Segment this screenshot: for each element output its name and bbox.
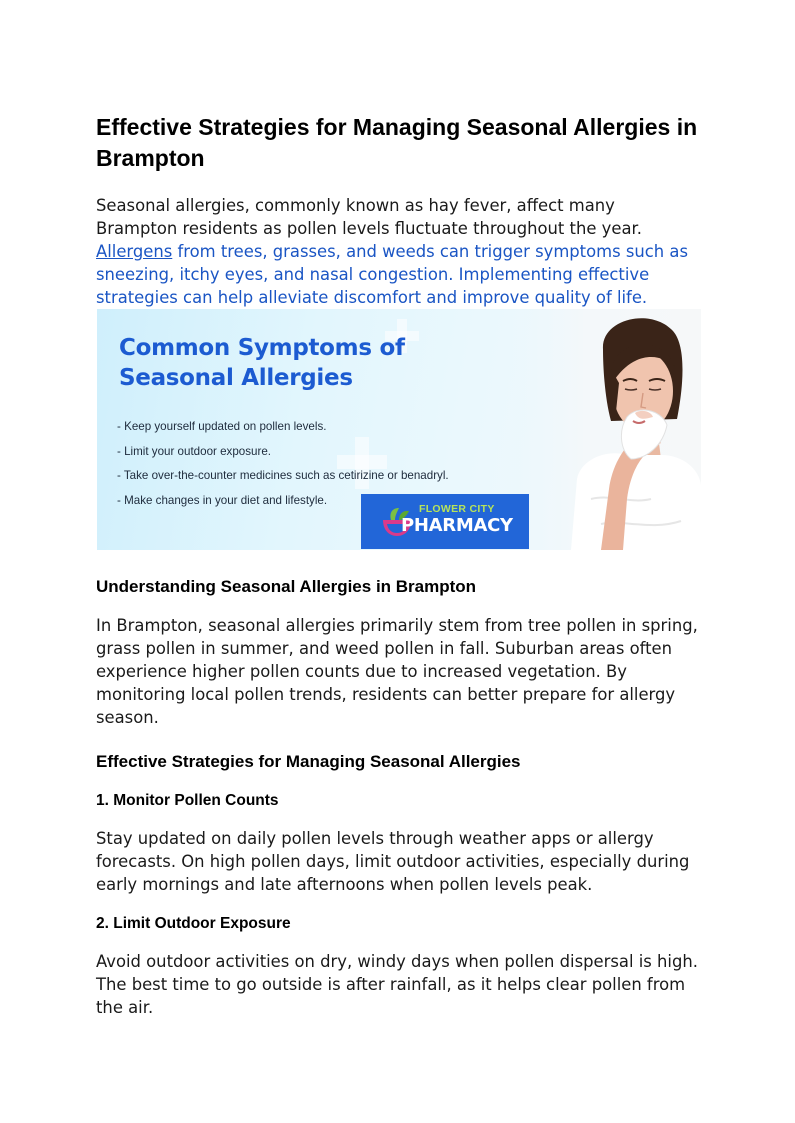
banner-tip: - Take over-the-counter medicines such as cetirizine or benadryl.: [117, 469, 449, 482]
banner-title-line1: Common Symptoms of: [119, 335, 405, 361]
strategy-1-paragraph: Stay updated on daily pollen levels through weather apps or allergy forecasts. On high pollen days, limit outdoor activities, especially during early mornings and late afternoons when pollen levels peak.: [96, 829, 690, 894]
banner-title: [119, 333, 405, 393]
logo-top-text: FLOWER CITY: [419, 503, 495, 515]
banner-tip: - Keep yourself updated on pollen levels.: [117, 420, 327, 433]
strategy-2-heading: 2. Limit Outdoor Exposure: [96, 915, 291, 932]
article-title: Effective Strategies for Managing Seasonal Allergies in Brampton: [96, 114, 698, 171]
intro-text: Seasonal allergies, commonly known as hay fever, affect many Brampton residents as pollen levels fluctuate throughout the year.: [96, 196, 642, 238]
woman-sneezing-illustration: [511, 309, 701, 550]
strategy-2-paragraph: Avoid outdoor activities on dry, windy days when pollen dispersal is high. The best time to go outside is after rainfall, as it helps clear pollen from the air.: [96, 952, 698, 1017]
allergy-symptoms-banner: [97, 309, 701, 550]
flower-city-pharmacy-logo: [361, 494, 529, 549]
document-page: [96, 112, 701, 1019]
section-heading-strategies: Effective Strategies for Managing Seasonal Allergies: [96, 752, 521, 771]
banner-tip: - Make changes in your diet and lifestyle.: [117, 493, 328, 507]
intro-text-continued: from trees, grasses, and weeds can trigger symptoms such as sneezing, itchy eyes, and nasal congestion. Implementing effective strategies can help alleviate discomfort and improve quality of life.: [96, 242, 688, 307]
allergens-link[interactable]: Allergens: [96, 242, 173, 261]
banner-title-line2: Seasonal Allergies: [119, 365, 353, 391]
intro-paragraph: [96, 194, 701, 309]
section-heading-understanding: Understanding Seasonal Allergies in Brampton: [96, 577, 477, 596]
logo-main-text: PHARMACY: [401, 515, 513, 536]
banner-tip: - Limit your outdoor exposure.: [117, 444, 272, 458]
strategy-1-heading: 1. Monitor Pollen Counts: [96, 792, 279, 809]
understanding-paragraph: In Brampton, seasonal allergies primarily stem from tree pollen in spring, grass pollen in summer, and weed pollen in fall. Suburban areas often experience higher pollen counts due to increased vegetation. By monitoring local pollen trends, residents can better prepare for allergy season.: [96, 616, 698, 727]
